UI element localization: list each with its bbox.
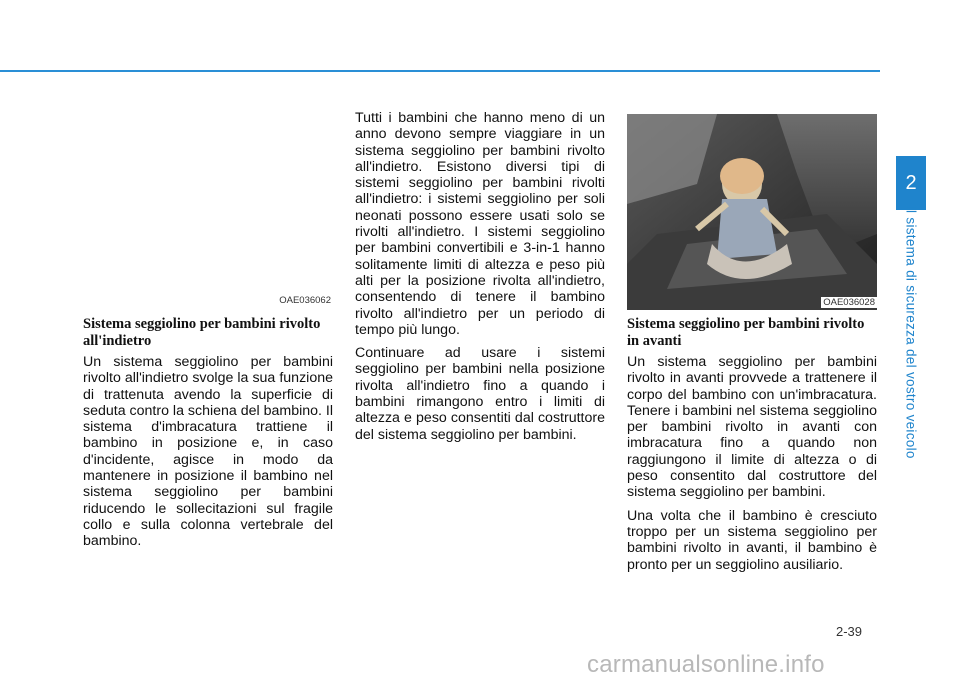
- paragraph: Continuare ad usare i sistemi seggiolino per bambini nella posizione rivolta all'indietro fino a quando i bambini rimangono entro i limiti di altezza e peso consentiti dal costruttore del sistema seggiolino per bambini.: [355, 345, 605, 443]
- page-number: 2-39: [836, 624, 863, 639]
- chapter-tab: [896, 156, 926, 210]
- paragraph: Una volta che il bambino è cresciuto troppo per un sistema seggiolino per bambini rivolto in avanti, il bambino è pronto per un seggiolino ausiliario.: [627, 507, 877, 573]
- figure-forward-facing-photo: [627, 114, 877, 310]
- header-rule: [0, 70, 880, 72]
- paragraph: Un sistema seggiolino per bambini rivolto in avanti provvede a trattenere il corpo del bambino con un'imbracatura. Tenere i bambini nel sistema seggiolino per bambini rivolto in avanti con imbracatura fino a quando non raggiungono il limite di altezza o di peso consentito dal costruttore del sistema seggiolino per bambini.: [627, 354, 877, 501]
- section-heading-forward-facing: Sistema seggiolino per bambini rivolto in avanti: [627, 316, 865, 349]
- column-right: [627, 316, 877, 580]
- column-middle: [355, 110, 605, 450]
- chapter-number: 2: [905, 171, 917, 194]
- car-seat-illustration: [627, 114, 877, 310]
- figure-code: OAE036062: [279, 295, 331, 306]
- figure-code: OAE036028: [823, 297, 875, 308]
- section-heading-rear-facing: Sistema seggiolino per bambini rivolto all'indietro: [83, 316, 321, 349]
- paragraph: Un sistema seggiolino per bambini rivolto all'indietro svolge la sua funzione di trattenuta avendo la superficie di seduta contro la schiena del bambino. Il sistema d'imbracatura trattiene il bambino in posizione e, in caso d'incidente, agisce in modo da mantenere in posizione il bambino nel sistema seggiolino per bambini riducendo le sollecitazioni sul fragile collo e sulla colonna vertebrale del bambino.: [83, 354, 334, 550]
- column-left: [83, 316, 333, 557]
- chapter-title: Il sistema di sicurezza del vostro veicolo: [903, 206, 919, 459]
- figure-rear-facing: [83, 114, 333, 310]
- paragraph: Tutti i bambini che hanno meno di un anno devono sempre viaggiare in un sistema seggiolino per bambini rivolto all'indietro. Esistono diversi tipi di sistemi seggiolino per bambini rivolti all'indietro: i sistemi seggiolino per soli neonati possono essere usati solo se rivolti all'indietro. I sistemi seggiolino per bambini convertibili e 3-in-1 hanno solitamente limiti di altezza e peso più alti per la posizione rivolta all'indietro, consentendo di tenere il bambino rivolto all'indietro per un periodo di tempo più lungo.: [355, 110, 605, 338]
- watermark-text: carmanualsonline.info: [587, 651, 825, 678]
